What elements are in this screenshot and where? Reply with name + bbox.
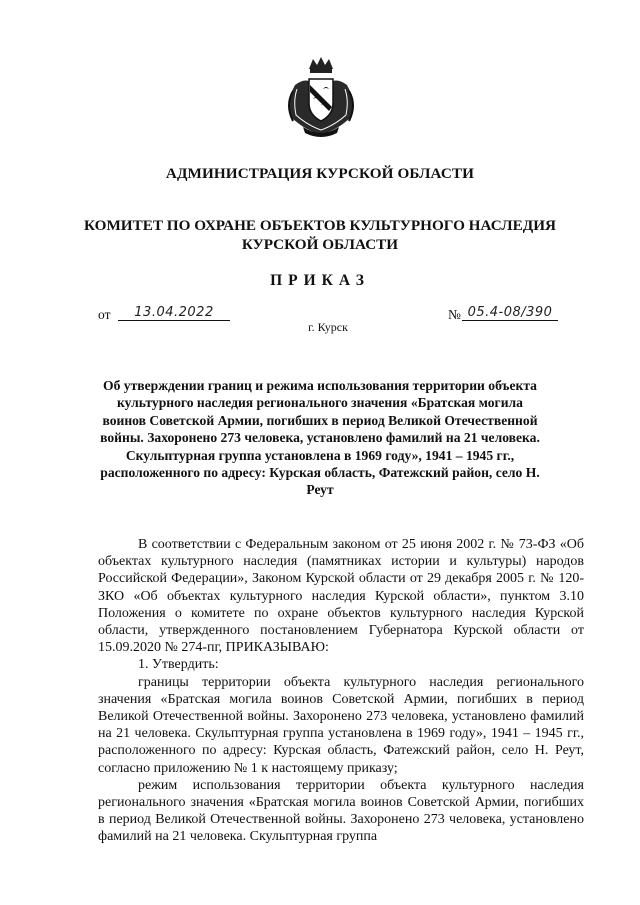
document-type: ПРИКАЗ [270, 272, 370, 289]
coat-of-arms-icon [283, 55, 359, 139]
body-paragraph: границы территории объекта культурного наследия регионального значения «Братская могила воинов Советской Армии, погибших в период Великой Отечественной войны. Захоронено 273 человека, установлено фамилий на 21 человека. Скульптурная группа установлена в 1969 году», 1941 – 1945 гг., расположенного по адресу: Курская область, Фатежский район, село Н. Реут, согласно приложению № 1 к настоящему приказу; [98, 674, 584, 776]
order-subject: Об утверждении границ и режима использования территории объекта культурного наследия регионального значения «Братская могила воинов Советской Армии, погибших в период Великой Отечественной войны. Захоронено 273 человека, установлено фамилий на 21 человека. Скульптурная группа установлена в 1969 году», 1941 – 1945 гг., расположенного по адресу: Курская область, Фатежский район, село Н. Реут [100, 378, 540, 498]
administration-title: АДМИНИСТРАЦИЯ КУРСКОЙ ОБЛАСТИ [165, 165, 475, 182]
body-paragraph: В соответствии с Федеральным законом от 25 июня 2002 г. № 73-ФЗ «Об объектах культурного наследия (памятниках истории и культуры) народов Российской Федерации», Законом Курской области от 29 декабря 2005 г. № 120-ЗКО «Об объектах культурного наследия Курской области», пунктом 3.10 Положения о комитете по охране объектов культурного наследия Курской области, утвержденного постановлением Губернатора Курской области от 15.09.2020 № 274-пг, ПРИКАЗЫВАЮ: [98, 537, 584, 656]
city: г. Курск [308, 320, 348, 334]
date-label: от [98, 307, 111, 322]
committee-title-line-1: КОМИТЕТ ПО ОХРАНЕ ОБЪЕКТОВ КУЛЬТУРНОГО НАСЛЕДИЯ [84, 217, 556, 234]
order-body [98, 536, 584, 846]
number-label: № [448, 307, 461, 322]
number-value: 05.4-08/390 [462, 305, 558, 321]
body-paragraph: 1. Утвердить: [138, 657, 219, 673]
committee-title-line-2: КУРСКОЙ ОБЛАСТИ [241, 236, 399, 253]
body-paragraph: режим использования территории объекта культурного наследия регионального значения «Братская могила воинов Советской Армии, погибших в период Великой Отечественной войны. Захоронено 273 человека, установлено фамилий на 21 человека. Скульптурная группа [98, 777, 584, 845]
date-value: 13.04.2022 [118, 305, 230, 321]
committee-title [0, 216, 640, 254]
